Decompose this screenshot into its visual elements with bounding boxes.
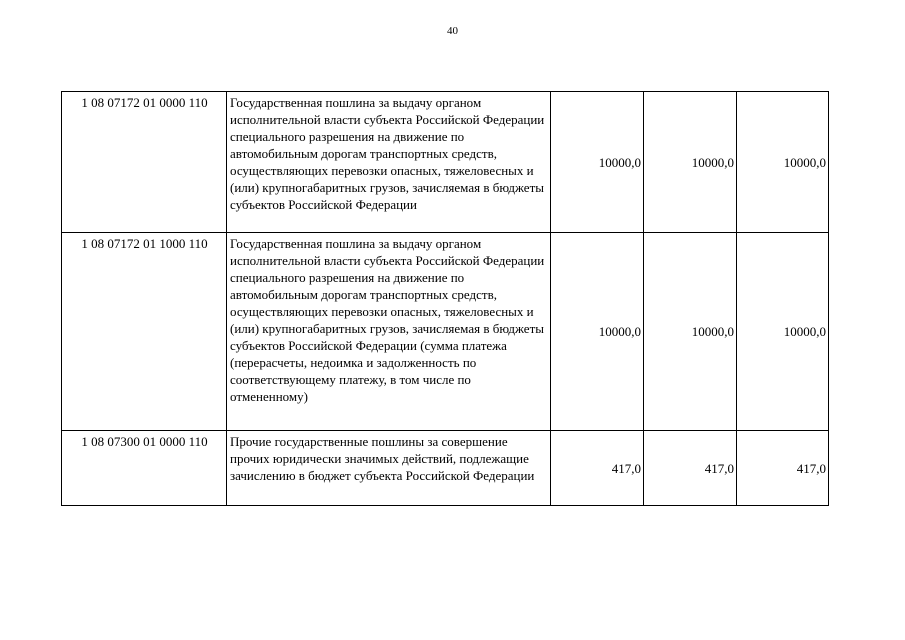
revenue-code-cell: 1 08 07172 01 1000 110 [62,233,227,431]
table-row [62,92,829,233]
revenue-code-cell: 1 08 07172 01 0000 110 [62,92,227,233]
amount-cell-2: 10000,0 [644,233,737,431]
page-number: 40 [447,25,458,37]
amount-cell-3: 417,0 [737,431,829,506]
amount-cell-3: 10000,0 [737,92,829,233]
revenue-description-cell: Государственная пошлина за выдачу органом исполнительной власти субъекта Российской Федерации специального разрешения на движение по автомобильным дорогам транспортных средств, осуществляющих перевозки опасных, тяжеловесных и (или) крупногабаритных грузов, зачисляемая в бюджеты субъектов Российской Федерации (сумма платежа (перерасчеты, недоимка и задолженность по соответствующему платежу, в том числе по отмененному) [227,233,551,431]
amount-cell-1: 10000,0 [551,233,644,431]
budget-table [61,91,829,506]
table-row [62,431,829,506]
revenue-description-cell: Прочие государственные пошлины за совершение прочих юридически значимых действий, подлежащие зачислению в бюджет субъекта Российской Федерации [227,431,551,506]
revenue-description-cell: Государственная пошлина за выдачу органом исполнительной власти субъекта Российской Федерации специального разрешения на движение по автомобильным дорогам транспортных средств, осуществляющих перевозки опасных, тяжеловесных и (или) крупногабаритных грузов, зачисляемая в бюджеты субъектов Российской Федерации [227,92,551,233]
amount-cell-3: 10000,0 [737,233,829,431]
revenue-code-cell: 1 08 07300 01 0000 110 [62,431,227,506]
table-row [62,233,829,431]
amount-cell-1: 417,0 [551,431,644,506]
amount-cell-2: 417,0 [644,431,737,506]
amount-cell-1: 10000,0 [551,92,644,233]
amount-cell-2: 10000,0 [644,92,737,233]
